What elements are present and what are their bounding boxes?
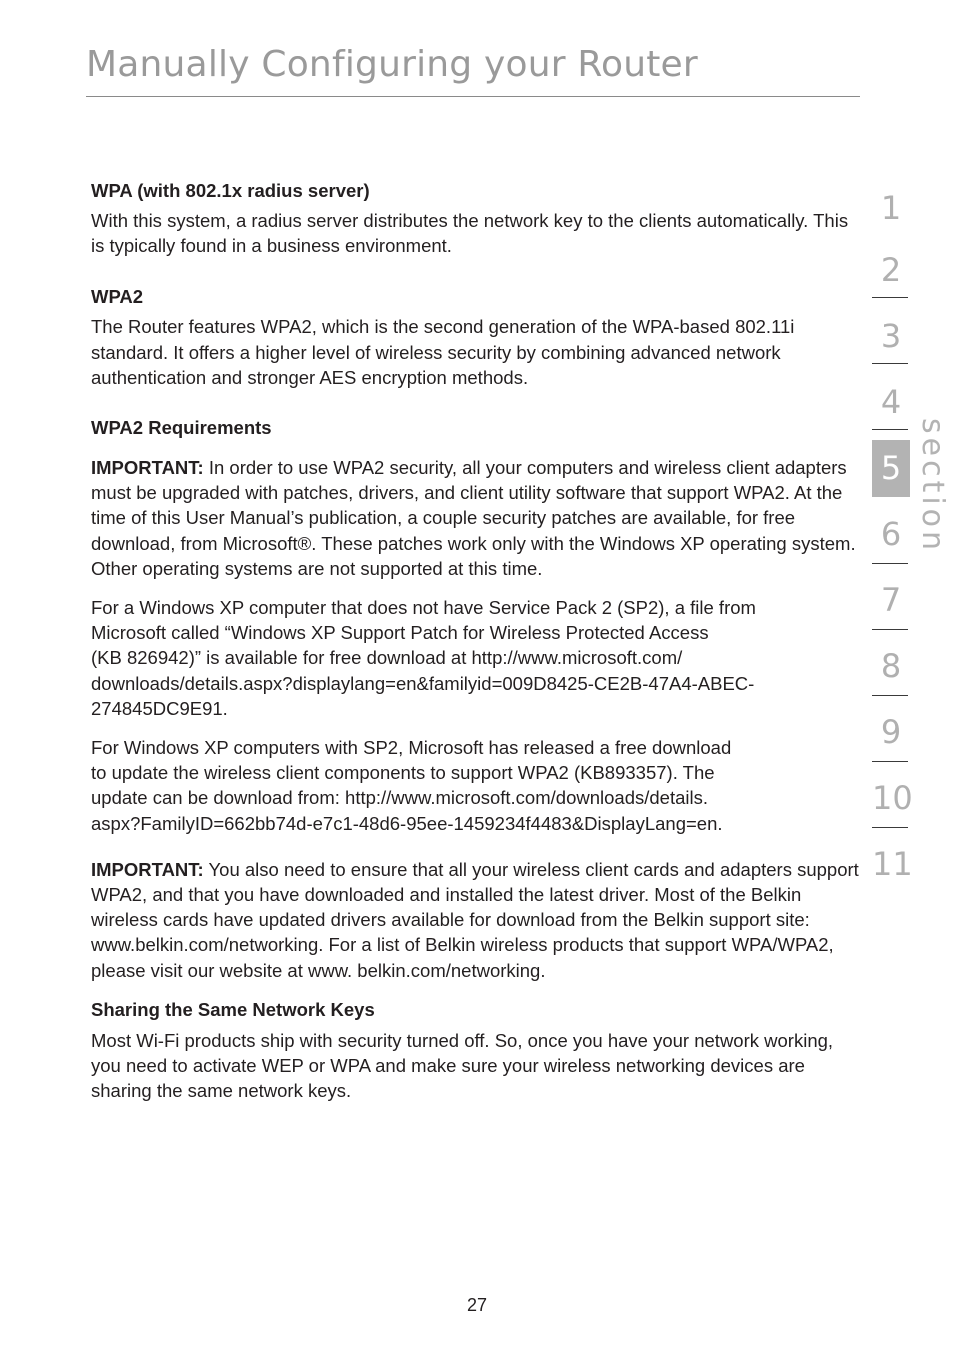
section-tab-3[interactable]: 3 [880,317,902,355]
paragraph-sharing-keys: Most Wi-Fi products ship with security turned off. So, once you have your network working, you need to activate WEP or WPA and make sure your wireless networking devices are sharing the same network keys. [91,1029,834,1102]
important-label: IMPORTANT: [91,457,204,479]
paragraph-important-1 [91,455,865,581]
sp2-line-1: For a Windows XP computer that does not have Service Pack 2 (SP2), a file from [91,597,756,619]
section-tab-8[interactable]: 8 [880,647,902,685]
section-tab-1[interactable]: 1 [880,189,902,227]
section-tab-10[interactable]: 10 [872,779,913,817]
heading-sharing-keys: Sharing the Same Network Keys [91,998,375,1020]
important-label-2: IMPORTANT: [91,858,204,880]
section-tab-4[interactable]: 4 [880,383,902,421]
heading-wpa2-requirements: WPA2 Requirements [91,417,272,439]
section-tab-11[interactable]: 11 [872,845,913,883]
paragraph-sp2-update [91,735,865,836]
important-text: In order to use WPA2 security, all your computers and wireless client adapters must be upgraded with patches, drivers, and client utility software that support WPA2. At the time of this User Manual’s publication, a couple security patches are available, for free download, from Microsoft®. These patches work only with the Windows XP operating system. Other operating systems are not supported at this time. [91,457,856,579]
page-title: Manually Configuring your Router [86,44,698,85]
heading-wpa-radius: WPA (with 802.1x radius server) [91,180,370,201]
section-tab-2[interactable]: 2 [880,251,902,289]
page-number: 27 [466,1295,488,1315]
tab-divider [872,563,908,564]
section-label: section [915,418,950,555]
paragraph-wpa-radius: With this system, a radius server distributes the network key to the clients automatically. This is typically found in a business environment. [91,210,849,257]
main-content [91,178,865,1103]
sp2-update-line-1: For Windows XP computers with SP2, Microsoft has released a free download [91,737,732,759]
tab-divider [872,629,908,630]
paragraph-important-2 [91,857,865,983]
title-divider [86,96,860,97]
paragraph-sp2-patch [91,595,865,721]
sp2-line-5: 274845DC9E91. [91,697,228,719]
section-tab-5-active[interactable]: 5 [872,440,910,497]
section-tab-6[interactable]: 6 [880,515,902,553]
sp2-line-3: (KB 826942)” is available for free download at http://www.microsoft.com/ [91,647,683,669]
tab-divider [872,695,908,696]
sp2-line-4: downloads/details.aspx?displaylang=en&familyid=009D8425-CE2B-47A4-ABEC- [91,672,755,694]
paragraph-wpa2: The Router features WPA2, which is the second generation of the WPA-based 802.11i standard. It offers a higher level of wireless security by combining advanced network authentication and stronger AES encryption methods. [91,316,795,388]
important-text-2: You also need to ensure that all your wireless client cards and adapters support WPA2, and that you have downloaded and installed the latest driver. Most of the Belkin wireless cards have updated drivers available for download from the Belkin support site: www.belkin.com/networking. For a list of Belkin wireless products that support WPA/WPA2, please visit our website at www. belkin.com/networking. [91,858,859,981]
section-tab-7[interactable]: 7 [880,581,902,619]
tab-divider [872,761,908,762]
sp2-update-line-4: aspx?FamilyID=662bb74d-e7c1-48d6-95ee-1459234f4483&DisplayLang=en. [91,812,723,834]
sp2-update-line-2: to update the wireless client components to support WPA2 (KB893357). The [91,762,715,784]
tab-divider [872,827,908,828]
sp2-update-line-3: update can be download from: http://www.microsoft.com/downloads/details. [91,787,708,809]
heading-wpa2: WPA2 [91,286,144,308]
section-tab-9[interactable]: 9 [880,713,902,751]
sp2-line-2: Microsoft called “Windows XP Support Patch for Wireless Protected Access [91,622,709,644]
